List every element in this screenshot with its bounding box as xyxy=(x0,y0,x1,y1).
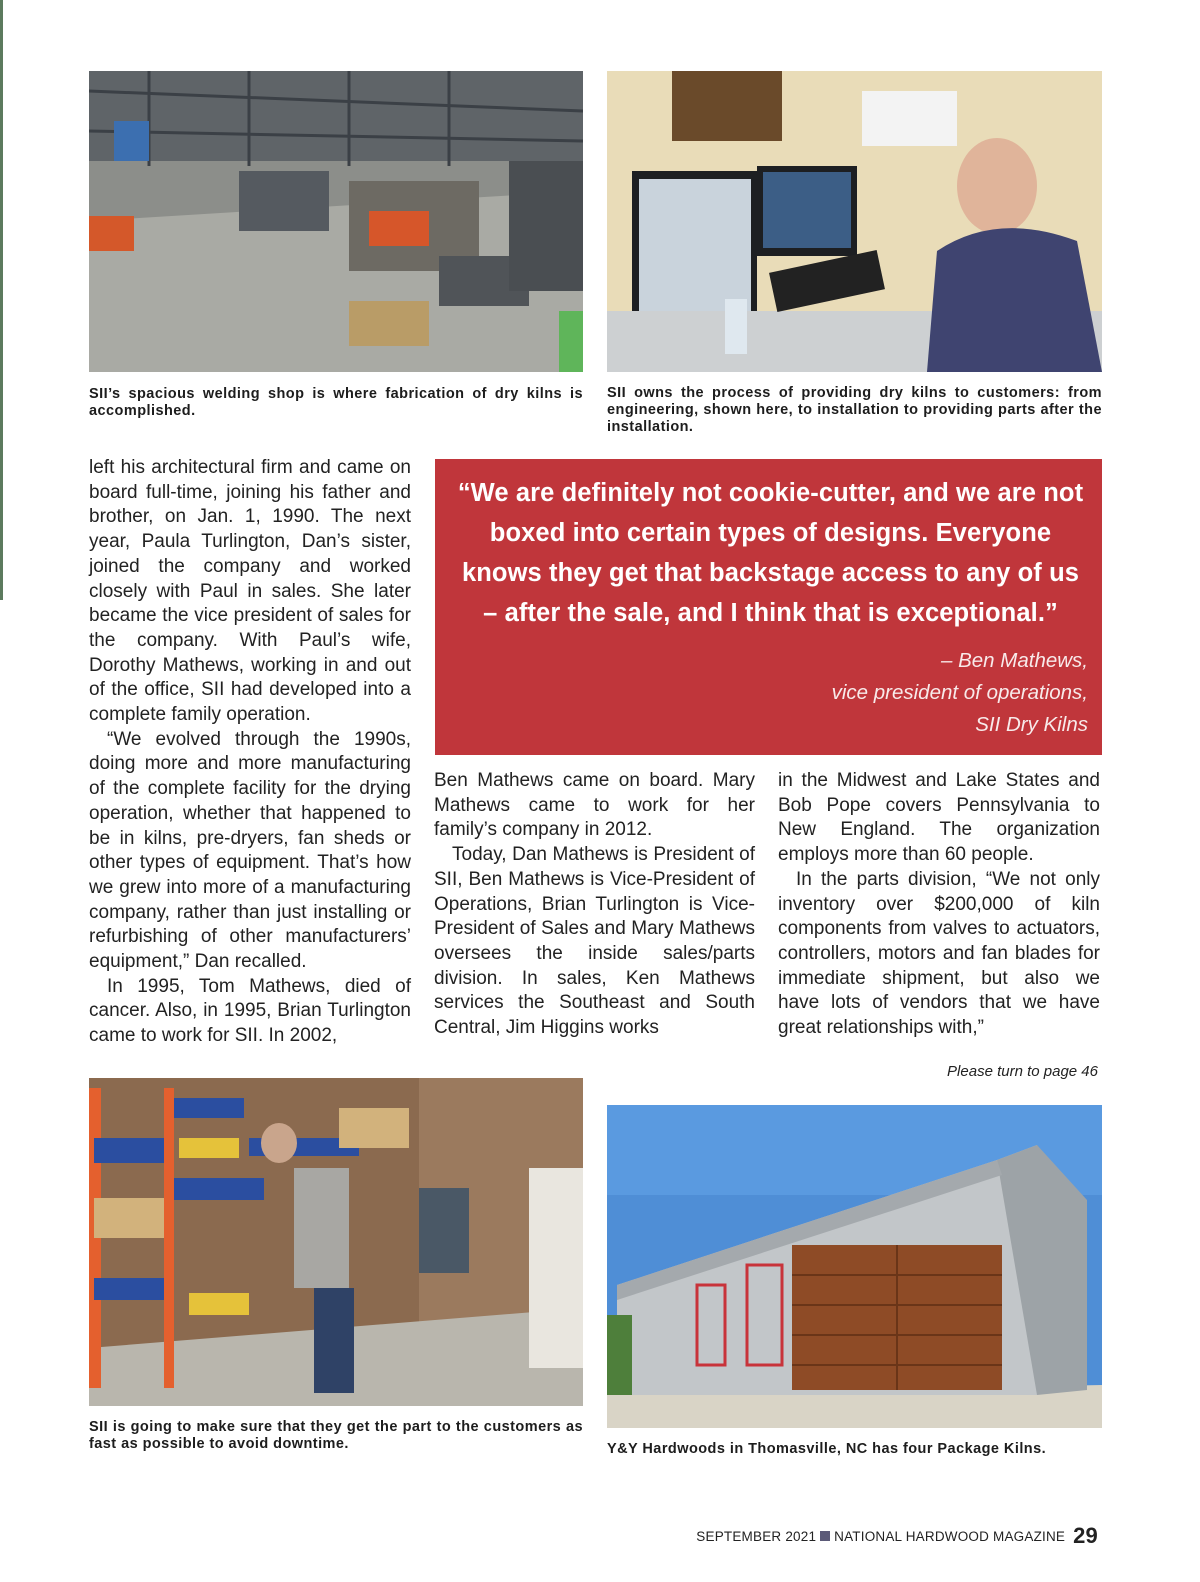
article-paragraph: “We evolved through the 1990s, doing more and more manufacturing of the complete facility for the drying operation, whether that happened to be in kilns, pre-dryers, fan sheds or other types of equipment. That’s how we grew into more of a manufacturing company, rather than just installing or refurbishing of other manufacturers’ equipment,” Dan recalled. xyxy=(89,728,411,973)
page-number: 29 xyxy=(1073,1523,1098,1548)
article-column-2 xyxy=(434,769,755,1041)
article-paragraph: In 1995, Tom Mathews, died of cancer. Also, in 1995, Brian Turlington came to work for SII. In 2002, xyxy=(89,975,411,1047)
parts-warehouse-photo xyxy=(89,1078,583,1406)
package-kilns-photo xyxy=(607,1105,1102,1428)
pull-quote-box xyxy=(435,459,1102,755)
article-paragraph: Today, Dan Mathews is President of SII, Ben Mathews is Vice-President of Operations, Brian Turlington is Vice-President of Sales and Mary Mathews oversees the inside sales/parts division. In sales, Ken Mathews services the Southeast and South Central, Jim Higgins works xyxy=(434,844,755,1039)
welding-shop-photo xyxy=(89,71,583,372)
square-bullet-icon xyxy=(820,1531,830,1541)
continued-on-note: Please turn to page 46 xyxy=(947,1063,1098,1080)
article-paragraph: left his architectural firm and came on board full-time, joining his father and brother, on Jan. 1, 1990. The next year, Paula Turlington, Dan’s sister, joined the company and worked closely with Paul in sales. She later became the vice president of sales for the company. With Paul’s wife, Dorothy Mathews, working in and out of the office, SII had developed into a complete family operation. xyxy=(89,457,411,726)
article-paragraph: Ben Mathews came on board. Mary Mathews came to work for her family’s company in 2012. xyxy=(434,770,755,841)
page-footer xyxy=(696,1523,1098,1549)
pull-quote-attribution xyxy=(453,645,1088,741)
article-column-3 xyxy=(778,769,1100,1041)
parts-warehouse-caption: SII is going to make sure that they get the part to the customers as fast as possible to avoid downtime. xyxy=(89,1419,583,1452)
page-edge-strip xyxy=(0,0,3,600)
article-paragraph: In the parts division, “We not only inventory over $200,000 of kiln components from valves to actuators, controllers, motors and fan blades for immediate shipment, but also we have lots of vendors that we have great relationships with,” xyxy=(778,868,1100,1039)
welding-shop-caption: SII’s spacious welding shop is where fabrication of dry kilns is accomplished. xyxy=(89,386,583,419)
attribution-title: vice president of operations, xyxy=(831,681,1088,704)
footer-issue: SEPTEMBER 2021 xyxy=(696,1528,817,1544)
engineering-caption: SII owns the process of providing dry kilns to customers: from engineering, shown here, to installation to providing parts after the installation. xyxy=(607,385,1102,435)
article-column-1 xyxy=(89,456,411,1049)
attribution-name: – Ben Mathews, xyxy=(941,649,1088,672)
article-paragraph: in the Midwest and Lake States and Bob Pope covers Pennsylvania to New England. The organization employs more than 60 people. xyxy=(778,770,1100,866)
attribution-company: SII Dry Kilns xyxy=(975,713,1088,736)
pull-quote-text: “We are definitely not cookie-cutter, and we are not boxed into certain types of designs. Everyone knows they get that backstage access to any of us – after the sale, and I think that is exceptional.” xyxy=(457,479,1084,627)
engineering-photo xyxy=(607,71,1102,372)
footer-magazine: NATIONAL HARDWOOD MAGAZINE xyxy=(834,1528,1066,1544)
package-kilns-caption: Y&Y Hardwoods in Thomasville, NC has four Package Kilns. xyxy=(607,1441,1047,1457)
